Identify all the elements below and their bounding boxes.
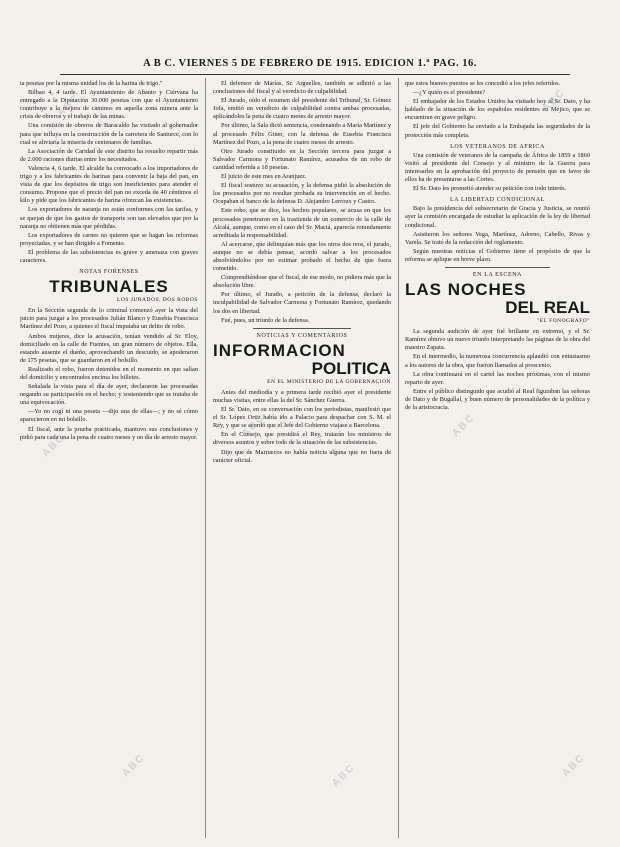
paragraph: Los exportadores de carnes no quieren que se hagan las reformas proyectadas, y se han dirigido a Fomento. [20,231,198,247]
paragraph: En el intermedio, la numerosa concurrencia aplaudió con entusiasmo a los autores de la obra, que fueron llamados al proscenio. [405,353,590,369]
paragraph: —¿Y quién es el presidente? [413,89,486,97]
paragraph: La Asociación de Caridad de este distrito ha resuelto repartir más de 2.000 raciones diarias entre los necesitados. [20,147,198,163]
section-rule [445,267,550,268]
column-2 [213,80,391,835]
column-divider [205,78,206,838]
paragraph: Señalada la vista para el día de ayer, declararon las procesadas negando su participación en el hecho; y sosteniendo que se trataba de una equivocación. [20,383,198,407]
subheadline: LOS JURADOS. DOS ROBOS [117,297,198,304]
section-label: NOTAS FORENSES [79,269,139,276]
watermark: ABC [120,751,148,780]
watermark: ABC [240,411,268,440]
paragraph: El fiscal sostuvo su acusación, y la defensa pidió la absolución de los procesados por no resultar probada su intervención en el hecho. Ocupaban el banco de la defensa D. Alejandro Lerroux y Castro. [213,182,391,206]
section-rule [253,328,351,329]
paragraph: —Yo no cogí ni una peseta —dijo una de ellas—; y no sé cómo aparecieron en mi bolsillo. [20,408,198,424]
paragraph: que estos buenos puestos se les concedió a los jefes referidos. [405,80,561,87]
section-label: LOS VETERANOS DE AFRICA [450,143,545,150]
headline-del-real: DEL REAL [505,298,590,318]
column-divider [398,78,399,838]
headline-tribunales: TRIBUNALES [49,277,169,297]
paragraph: Una comisión de obreros de Baracaldo ha visitado al gobernador para que influya en la construcción de la carretera de Santurce, con lo cual se aliviaría la miseria de centenares de familias. [20,122,198,146]
watermark: ABC [560,751,588,780]
watermark: ABC [450,411,478,440]
paragraph: Asistieron los señores Vega, Martínez, Adorno, Cabello, Rivas y Varela. Se trató de la redacción del reglamento. [405,230,590,246]
paragraph: Por último, la Sala dictó sentencia, condenando a María Martínez y al procesado Félix Giner, con la defensa de Eusebia Francisca Martínez del Pozo, a la pena de cuatro meses de arresto. [213,122,391,146]
paragraph: La segunda audición de ayer fué brillante en extremo, y el Sr. Ramírez obtuvo un nuevo triunfo interpretando las páginas de la obra del maestro Zapata. [405,328,590,352]
headline-las-noches: LAS NOCHES [405,280,527,300]
column-3 [405,80,590,835]
paragraph: Por último, el Jurado, a petición de la defensa, declaró la inculpabilidad de Salvador Carmona y Fortunato Ramírez, quedando los dos en libertad. [213,291,391,315]
paragraph: Una comisión de veteranos de la campaña de África de 1859 a 1860 visitó al presidente del Consejo y al ministro de la Guerra para interesarles en la aprobación del proyecto de pensión que en favor de ellos ha de presentarse a las Cortes. [405,151,590,184]
paragraph: Al acercarse, que delinquían más que los otros dos reos, el jurado, aunque no se debía pensar, acordó salvar a los procesados absolviéndolos por no estimar probado el hecho de que fuera cometido. [213,240,391,273]
paragraph: El Sr. Dato, en su conversación con los periodistas, manifestó que el Sr. López Ortiz había ido a Palacio para despachar con S. M. el Rey, y que se acordó que el Jefe del Gobierno viajase a Barcelona. [213,406,391,430]
section-label: LA LIBERTAD CONDICIONAL [450,197,545,204]
paragraph: Los exportadores de naranja no están conformes con las tarifas, y se quejan de que los gastos de transporte son tan elevados que por la naranja no obtienen más que pérdidas. [20,206,198,230]
watermark: ABC [540,86,568,115]
paragraph: Comprendiéndose que el fiscal, de ese modo, no pidiera más que la absolución libre. [213,274,391,290]
watermark: ABC [330,761,358,790]
paragraph: El defensor de Marías, Sr. Arguelles, también se adhirió a las conclusiones del fiscal y al veredicto de culpabilidad. [213,80,391,96]
paragraph: Dijo que de Marruecos no había noticia alguna que no fuera de carácter oficial. [213,448,391,464]
paragraph: El problema de las subsistencias es grave y amenaza con graves caracteres. [20,248,198,264]
header-rule [60,74,570,75]
section-label: EN LA ESCENA [472,271,523,278]
paragraph: Entre el público distinguido que acudió al Real figuraban las señoras de Dato y de Bugallal, y buen número de personalidades de la política y de la aristocracia. [405,387,590,411]
headline-politica: POLITICA [311,358,391,378]
paragraph: El Sr. Dato les prometió atender su petición con todo interés. [413,185,567,193]
paragraph: El fiscal, ante la prueba practicada, mantuvo sus conclusiones y pidió para cada una la pena de cuatro meses y un día de arresto mayor. [20,425,198,441]
paragraph: Otro Jurado constituido en la Sección tercera para juzgar a Salvador Carmona y Fortunato Ramírez, acusados de un robo de cantidad referida a 18 pesetas. [213,147,391,171]
headline-informacion: INFORMACION [213,340,346,360]
paragraph: Bajo la presidencia del subsecretario de Gracia y Justicia, se reunió ayer la comisión encargada de estudiar la aplicación de la ley de libertad condicional. [405,205,590,229]
section-label: NOTICIAS Y COMENTARIOS [256,332,348,339]
paragraph: En la Sección segunda de lo criminal comenzó ayer la vista del juicio para juzgar a los procesados Julián Blanco y Eusebia Francisca Martínez del Pozo, a quienes el fiscal imputaba un delito de robo. [20,307,198,331]
paragraph: Valencia 4, 6 tarde. El alcalde ha convocado a los importadores de trigo y a los fabricantes de harinas para convenir la baja del pan, en vista de que los depósitos de trigo son insuficientes para atender el consumo. Propone que el precio del pan no exceda de 40 céntimos el kilo y pide que los fabricantes de harina ofrezcan las existencias. [20,164,198,205]
subheadline: "EL FONOGRAFO" [537,318,590,325]
watermark: ABC [55,91,83,120]
paragraph: El juicio de este mes en Aranjuez. [221,173,307,181]
paragraph: Según nuestras noticias el Gobierno tiene el propósito de que la reforma se aplique en breve plazo. [405,247,590,263]
watermark: ABC [40,431,68,460]
subheadline: EN EL MINISTERIO DE LA GOBERNACION [267,378,391,385]
paragraph: El Jurado, oído el resumen del presidente del Tribunal, Sr. Gómez Jofa, emitió un veredicto de culpabilidad contra ambas procesadas, aplicándoles la pena de cuatro meses de arresto mayor. [213,97,391,121]
paragraph: ta pesetas por la misma unidad los de la harina de trigo." [20,80,163,87]
paragraph: El embajador de los Estados Unidos ha visitado hoy al Sr. Dato, y ha hablado de la situación de los españoles residentes en Méjico, que se encuentran en grave peligro. [405,98,590,122]
paragraph: Antes del mediodía y a primera tarde recibió ayer el presidente muchas visitas, entre ellas la del Sr. Sánchez Guerra. [213,388,391,404]
paragraph: El jefe del Gobierno ha enviado a la Embajada las seguridades de la protección más completa. [405,123,590,139]
paragraph: Realizado el robo, fueron detenidos en el momento en que salían del domicilio y encontrados encima los billetes. [20,365,198,381]
paragraph: Bilbao 4, 4 tarde. El Ayuntamiento de Abanto y Ciérvana ha entregado a la Diputación 30.000 pesetas con que el Ayuntamiento contribuye a la mejora de caminos en aquella zona minera ante la crisis de obreros y el trabajo de las minas. [20,89,198,121]
paragraph: La obra continuará en el cartel las noches próximas, con el mismo reparto de ayer. [405,370,590,386]
page-header: A B C. VIERNES 5 DE FEBRERO DE 1915. EDICION 1.ª PAG. 16. [143,58,477,69]
paragraph: Fué, pues, un triunfo de la defensa. [221,316,310,324]
paragraph: En el Consejo, que presidirá el Rey, tratarán los ministros de diversos asuntos y sobre todo de la situación de las subsistencias. [213,431,391,447]
paragraph: Este robo, que se dice, los hechos populares, se acusa en que los procesados penetraron en la trastienda de un comercio de la calle de Alcalá, aunque, como en el caso del Sr. Maciá, aparecía rotundamente acreditada la responsabilidad. [213,207,391,239]
paragraph: Ambos mujeres, dice la acusación, tenían vendido al Sr. Eloy, domiciliado en la calle de Fuentes, un gran número de objetos. Ella, estando ausente el dueño, aprovechando un descuido, se apoderaron de 175 pesetas, que se guardaron en el bolsillo. [20,332,198,364]
